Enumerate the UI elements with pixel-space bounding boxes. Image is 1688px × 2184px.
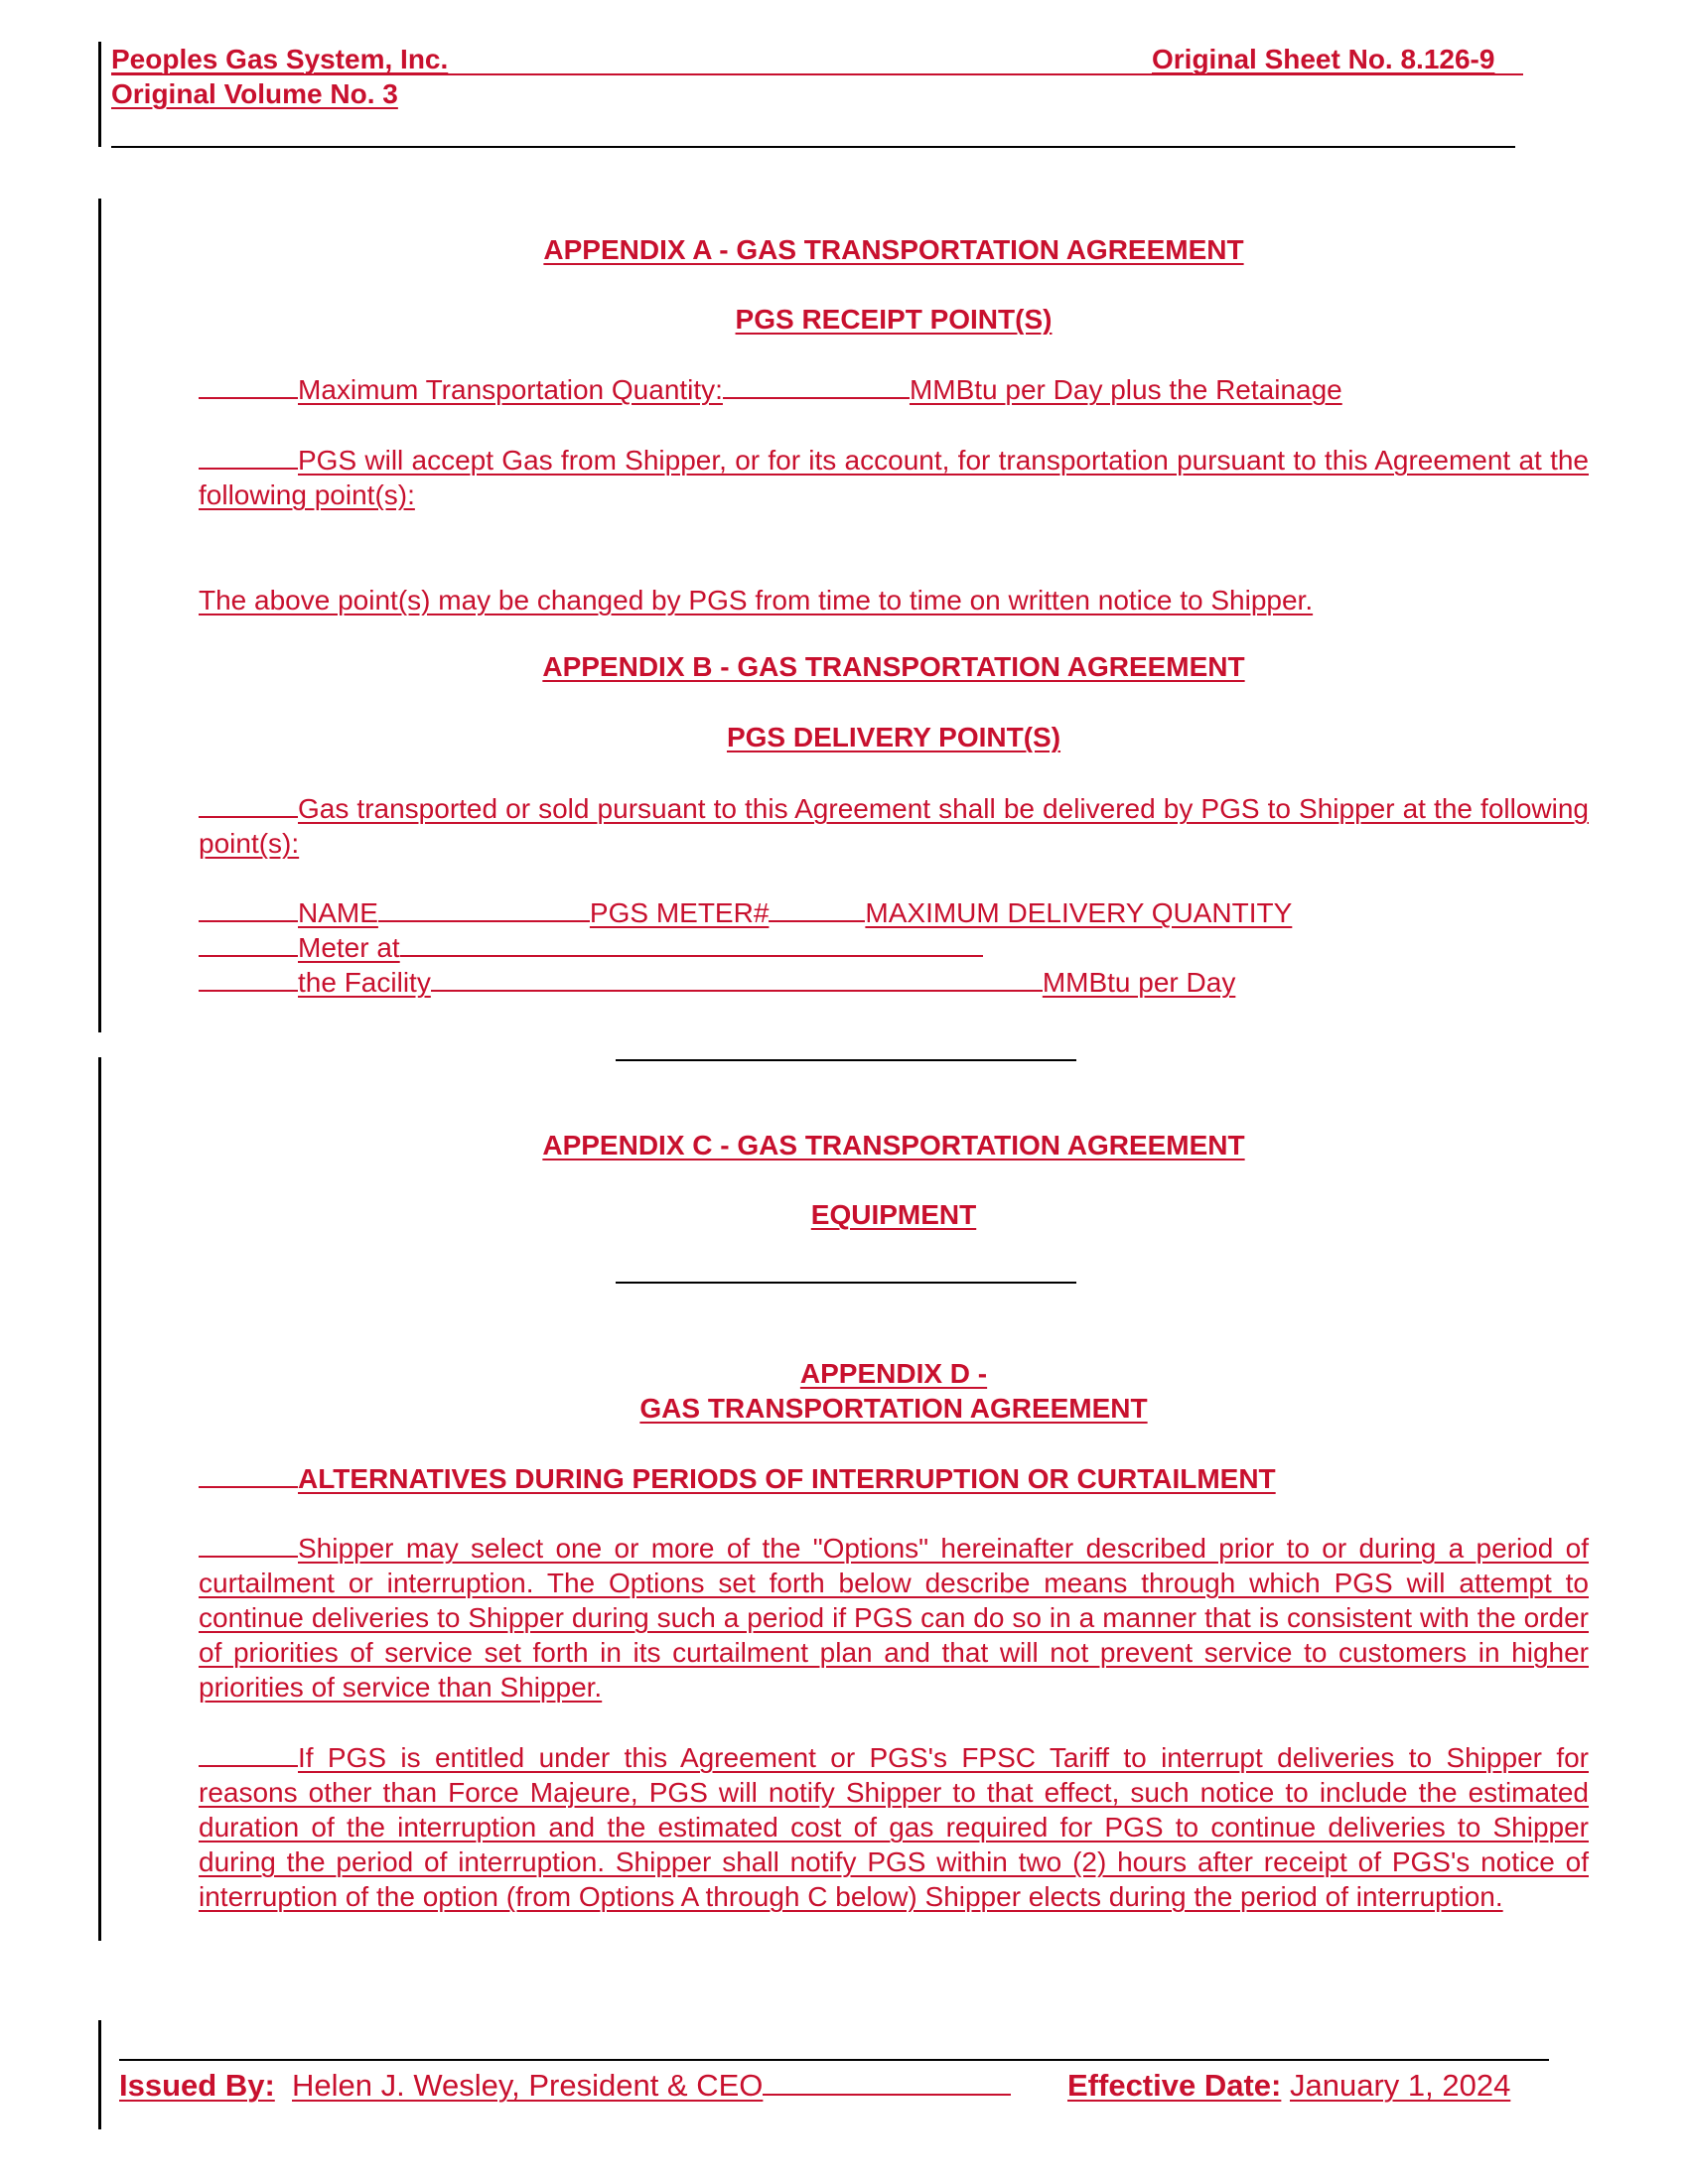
footer-issued: Issued By: Helen J. Wesley, President & CEO xyxy=(119,2067,1011,2105)
indent xyxy=(199,1536,298,1558)
change-bar-section-2 xyxy=(98,1057,101,1941)
appendix-c-subtitle: EQUIPMENT xyxy=(810,1199,977,1230)
section-divider-2 xyxy=(616,1282,1076,1284)
indent xyxy=(199,377,298,399)
footer-rule xyxy=(119,2059,1549,2061)
appendix-c-title: APPENDIX C - GAS TRANSPORTATION AGREEMENT xyxy=(542,1130,1245,1160)
appendix-d-title-line2: GAS TRANSPORTATION AGREEMENT xyxy=(639,1393,1148,1424)
volume-number: Original Volume No. 3 xyxy=(111,78,398,109)
change-bar-footer xyxy=(98,2020,101,2129)
indent xyxy=(199,970,298,992)
indent xyxy=(199,935,298,957)
indent xyxy=(199,448,298,470)
indent xyxy=(199,1745,298,1767)
delivery-table-header: NAME PGS METER# MAXIMUM DELIVERY QUANTITY xyxy=(199,895,1589,930)
change-bar-header xyxy=(98,42,101,147)
section-divider-1 xyxy=(616,1059,1076,1061)
sheet-number: Original Sheet No. 8.126-9 xyxy=(1152,44,1495,74)
appendix-d-title-line1: APPENDIX D - xyxy=(799,1358,988,1389)
appendix-b-para: Gas transported or sold pursuant to this Agreement shall be delivered by PGS to Shipper at the following point(s): xyxy=(199,793,1589,859)
header-underline xyxy=(111,73,1523,75)
appendix-a-note: The above point(s) may be changed by PGS from time to time on written notice to Shipper. xyxy=(199,585,1314,615)
appendix-a-para: PGS will accept Gas from Shipper, or for its account, for transportation pursuant to this Agreement at the following point(s): xyxy=(199,445,1589,510)
indent xyxy=(199,900,298,922)
delivery-row-1: Meter at xyxy=(199,930,1589,965)
footer-effective: Effective Date: January 1, 2024 xyxy=(1067,2068,1511,2103)
appendix-a-subtitle: PGS RECEIPT POINT(S) xyxy=(735,304,1053,335)
mtq-line: Maximum Transportation Quantity: MMBtu per Day plus the Retainage xyxy=(199,372,1589,407)
header-rule xyxy=(111,146,1515,148)
appendix-a-title: APPENDIX A - GAS TRANSPORTATION AGREEMENT xyxy=(543,234,1244,265)
mtq-blank xyxy=(723,377,910,399)
indent xyxy=(199,796,298,818)
company-name: Peoples Gas System, Inc. xyxy=(111,44,449,74)
appendix-d-para-1: Shipper may select one or more of the "Options" hereinafter described prior to or during a period of curtailment or interruption. The Options set forth below describe means through which PGS will attempt to continue deliveries to Shipper during such a period if PGS can do so in a manner that is consistent with the order of priorities of service set forth in its curtailment plan and that will not prevent service to customers in higher priorities of service than Shipper. xyxy=(199,1533,1589,1703)
delivery-row-2: the Facility MMBtu per Day xyxy=(199,965,1589,1000)
indent xyxy=(199,1466,298,1488)
appendix-d-para-2: If PGS is entitled under this Agreement or PGS's FPSC Tariff to interrupt deliveries to Shipper for reasons other than Force Majeure, PGS will notify Shipper to that effect, such notice to include the estimated duration of the interruption and the estimated cost of gas required for PGS to continue deliveries to Shipper during the period of interruption. Shipper shall notify PGS within two (2) hours after receipt of PGS's notice of interruption of the option (from Options A through C below) Shipper elects during the period of interruption. xyxy=(199,1742,1589,1912)
appendix-b-title: APPENDIX B - GAS TRANSPORTATION AGREEMENT xyxy=(542,651,1245,682)
appendix-b-subtitle: PGS DELIVERY POINT(S) xyxy=(726,722,1061,752)
appendix-d-heading: ALTERNATIVES DURING PERIODS OF INTERRUPTION OR CURTAILMENT xyxy=(199,1461,1589,1496)
